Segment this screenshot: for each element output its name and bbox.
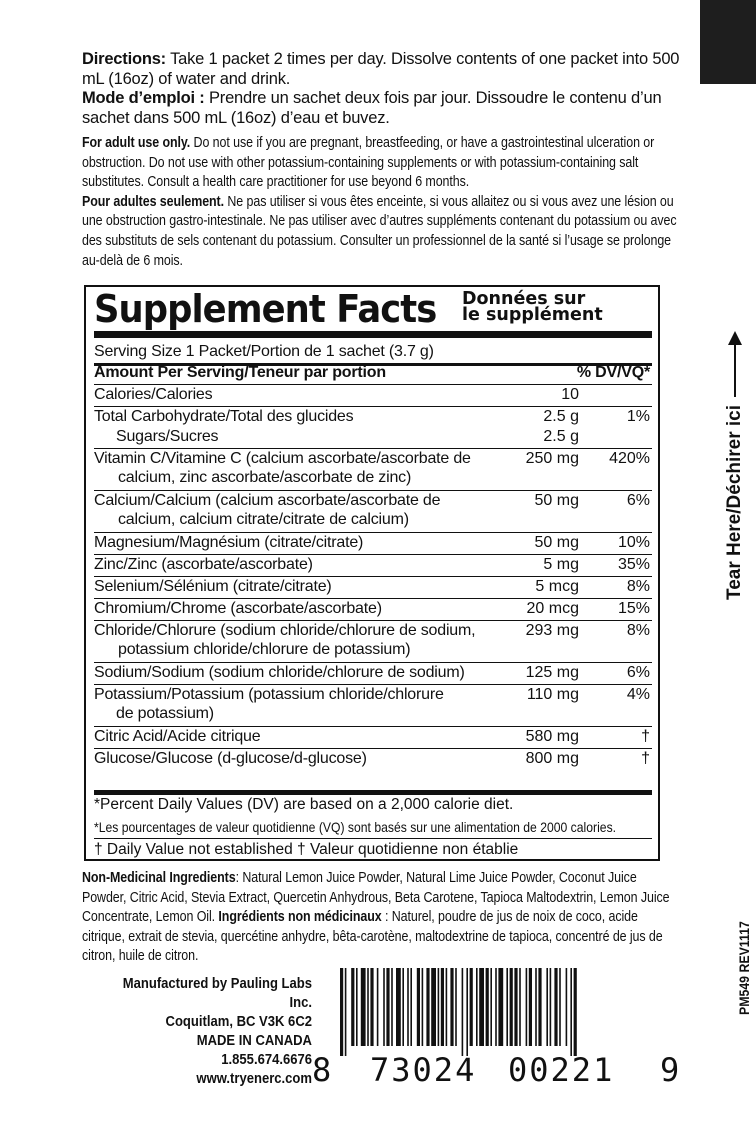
ingredients-fr-text: : Naturel, poudre de jus de noix de coco, acide citrique, extrait de stevia, quercétine anhydre, bêta-carotène, maltodextrine de tapioca, concentré de jus de citron, huile de citron. <box>82 908 663 965</box>
nutrient-name: Calories/Calories <box>94 386 213 403</box>
nutrient-dv: 10% <box>617 534 650 551</box>
serving-size: Serving Size 1 Packet/Portion de 1 sachet (3.7 g) <box>94 343 434 360</box>
nutrient-amount: 5 mg <box>543 556 579 573</box>
nutrient-amount: 20 mcg <box>526 600 579 617</box>
manufacturer-phone: 1.855.674.6676 <box>221 1052 312 1068</box>
barcode-check-digit: 9 <box>660 1051 680 1089</box>
directions-text: Take 1 packet 2 times per day. Dissolve contents of one packet into 500 mL (16oz) of water and drink. <box>82 50 680 88</box>
manufacturer-country: MADE IN CANADA <box>196 1033 312 1049</box>
nutrient-amount: 10 <box>561 386 579 403</box>
nutrient-name-continued: de potassium) <box>116 705 214 722</box>
ingredients-block <box>82 868 680 966</box>
nutrient-amount: 5 mcg <box>535 578 579 595</box>
barcode-first-digit: 8 <box>312 1051 332 1089</box>
nutrient-name: Potassium/Potassium (potassium chloride/chlorure <box>94 686 444 703</box>
nutrient-amount: 293 mg <box>525 622 579 639</box>
adult-use-text: Do not use if you are pregnant, breastfeeding, or have a gastrointestinal ulceration or obstruction. Do not use with other potassium-containing supplements or with potassium-containing salt substitutes. Consult a health care practitioner for use beyond 6 months. <box>82 134 655 191</box>
barcode-left-digits: 73024 <box>370 1051 477 1089</box>
ingredients-fr-label: Ingrédients non médicinaux <box>218 908 382 926</box>
manufacturer-name: Manufactured by Pauling Labs Inc. <box>122 976 312 1011</box>
dv-header: % DV/VQ* <box>576 364 650 381</box>
nutrient-dv: 15% <box>617 600 650 617</box>
tear-here-label: Tear Here/Déchirer ici <box>724 404 745 600</box>
mode-emploi-label: Mode d’emploi : <box>82 89 205 107</box>
nutrient-dv: 420% <box>609 450 650 467</box>
nutrient-name: Sodium/Sodium (sodium chloride/chlorure de sodium) <box>94 664 465 681</box>
adult-use-label: For adult use only. <box>82 134 191 151</box>
manufacturer-block <box>100 975 312 1089</box>
nutrient-dv: 4% <box>626 686 650 703</box>
nutrient-amount: 50 mg <box>534 534 579 551</box>
nutrient-name: Magnesium/Magnésium (citrate/citrate) <box>94 534 364 551</box>
adultes-label: Pour adultes seulement. <box>82 192 225 210</box>
nutrient-dv: † <box>641 750 650 767</box>
supplement-facts-panel <box>84 285 660 861</box>
facts-title-fr-line1: Données sur <box>462 289 586 309</box>
directions-block <box>82 50 682 128</box>
divider-thick <box>94 331 652 338</box>
facts-title-fr <box>462 291 603 323</box>
nutrient-name: Vitamin C/Vitamine C (calcium ascorbate/ascorbate de <box>94 450 471 467</box>
nutrient-name: Sugars/Sucres <box>116 428 219 445</box>
nutrient-name: Total Carbohydrate/Total des glucides <box>94 408 354 425</box>
nutrient-dv: 1% <box>626 408 650 425</box>
nutrient-amount: 250 mg <box>525 450 579 467</box>
warning-block <box>82 133 680 270</box>
nutrient-amount: 110 mg <box>526 686 579 703</box>
nutrient-name: Citric Acid/Acide citrique <box>94 728 261 745</box>
facts-title-fr-line2: le supplément <box>462 305 603 325</box>
facts-title: Supplement Facts <box>94 287 437 331</box>
footnote-en: *Percent Daily Values (DV) are based on a 2,000 calorie diet. <box>94 796 514 813</box>
manufacturer-website: www.tryenerc.com <box>196 1071 312 1087</box>
nutrient-name-continued: potassium chloride/chlorure de potassium) <box>118 641 411 658</box>
product-code: PM549 REV1117 <box>736 921 752 1015</box>
ingredients-en-label: Non-Medicinal Ingredients <box>82 869 236 886</box>
mode-emploi-text: Prendre un sachet deux fois par jour. Dissoudre le contenu d’un sachet dans 500 mL (16oz) d’eau et buvez. <box>82 89 662 127</box>
arrow-up-icon <box>734 333 736 397</box>
nutrient-name: Chloride/Chlorure (sodium chloride/chlorure de sodium, <box>94 622 476 639</box>
black-tab-block <box>700 0 756 84</box>
nutrient-amount: 50 mg <box>534 492 579 509</box>
nutrient-name: Zinc/Zinc (ascorbate/ascorbate) <box>94 556 313 573</box>
divider-footnote <box>94 838 652 839</box>
nutrient-name: Chromium/Chrome (ascorbate/ascorbate) <box>94 600 382 617</box>
barcode-right-digits: 00221 <box>508 1051 615 1089</box>
nutrient-dv: † <box>641 728 650 745</box>
nutrient-name: Glucose/Glucose (d-glucose/d-glucose) <box>94 750 367 767</box>
nutrient-name: Selenium/Sélénium (citrate/citrate) <box>94 578 332 595</box>
adultes-text: Ne pas utiliser si vous êtes enceinte, si vous allaitez ou si vous avez une lésion ou une obstruction gastro-intestinale. Ne pas utiliser avec d’autres suppléments contenant du potassium ou avec des substituts de sels contenant du potassium. Consulter un professionnel de la santé si l’usage se prolonge au-delà de 6 mois. <box>82 192 677 269</box>
manufacturer-address: Coquitlam, BC V3K 6C2 <box>165 1014 312 1030</box>
barcode-icon <box>338 968 654 1056</box>
amount-header: Amount Per Serving/Teneur par portion <box>94 364 386 381</box>
nutrient-dv: 8% <box>626 622 650 639</box>
footnote-fr: *Les pourcentages de valeur quotidienne (VQ) sont basés sur une alimentation de 2000 calories. <box>94 819 617 835</box>
nutrient-dv: 6% <box>626 664 650 681</box>
nutrient-amount: 2.5 g <box>543 428 579 445</box>
nutrient-amount: 2.5 g <box>543 408 579 425</box>
nutrient-name-continued: calcium, calcium citrate/citrate de calcium) <box>118 511 409 528</box>
directions-label: Directions: <box>82 50 166 68</box>
nutrient-amount: 800 mg <box>525 750 579 767</box>
nutrient-name-continued: calcium, zinc ascorbate/ascorbate de zinc) <box>118 469 412 486</box>
nutrient-dv: 35% <box>617 556 650 573</box>
tear-here-indicator <box>724 333 746 600</box>
footnote-dagger: † Daily Value not established † Valeur quotidienne non établie <box>94 841 519 858</box>
nutrient-amount: 125 mg <box>525 664 579 681</box>
nutrient-dv: 8% <box>626 578 650 595</box>
nutrient-amount: 580 mg <box>525 728 579 745</box>
ingredients-en-text: : Natural Lemon Juice Powder, Natural Lime Juice Powder, Coconut Juice Powder, Citric Acid, Stevia Extract, Quercetin Anhydrous, Beta Carotene, Tapioca Maltodextrin, Lemon Juice Concentrate, Lemon Oil. <box>82 869 670 926</box>
nutrient-name: Calcium/Calcium (calcium ascorbate/ascorbate de <box>94 492 441 509</box>
nutrient-dv: 6% <box>626 492 650 509</box>
